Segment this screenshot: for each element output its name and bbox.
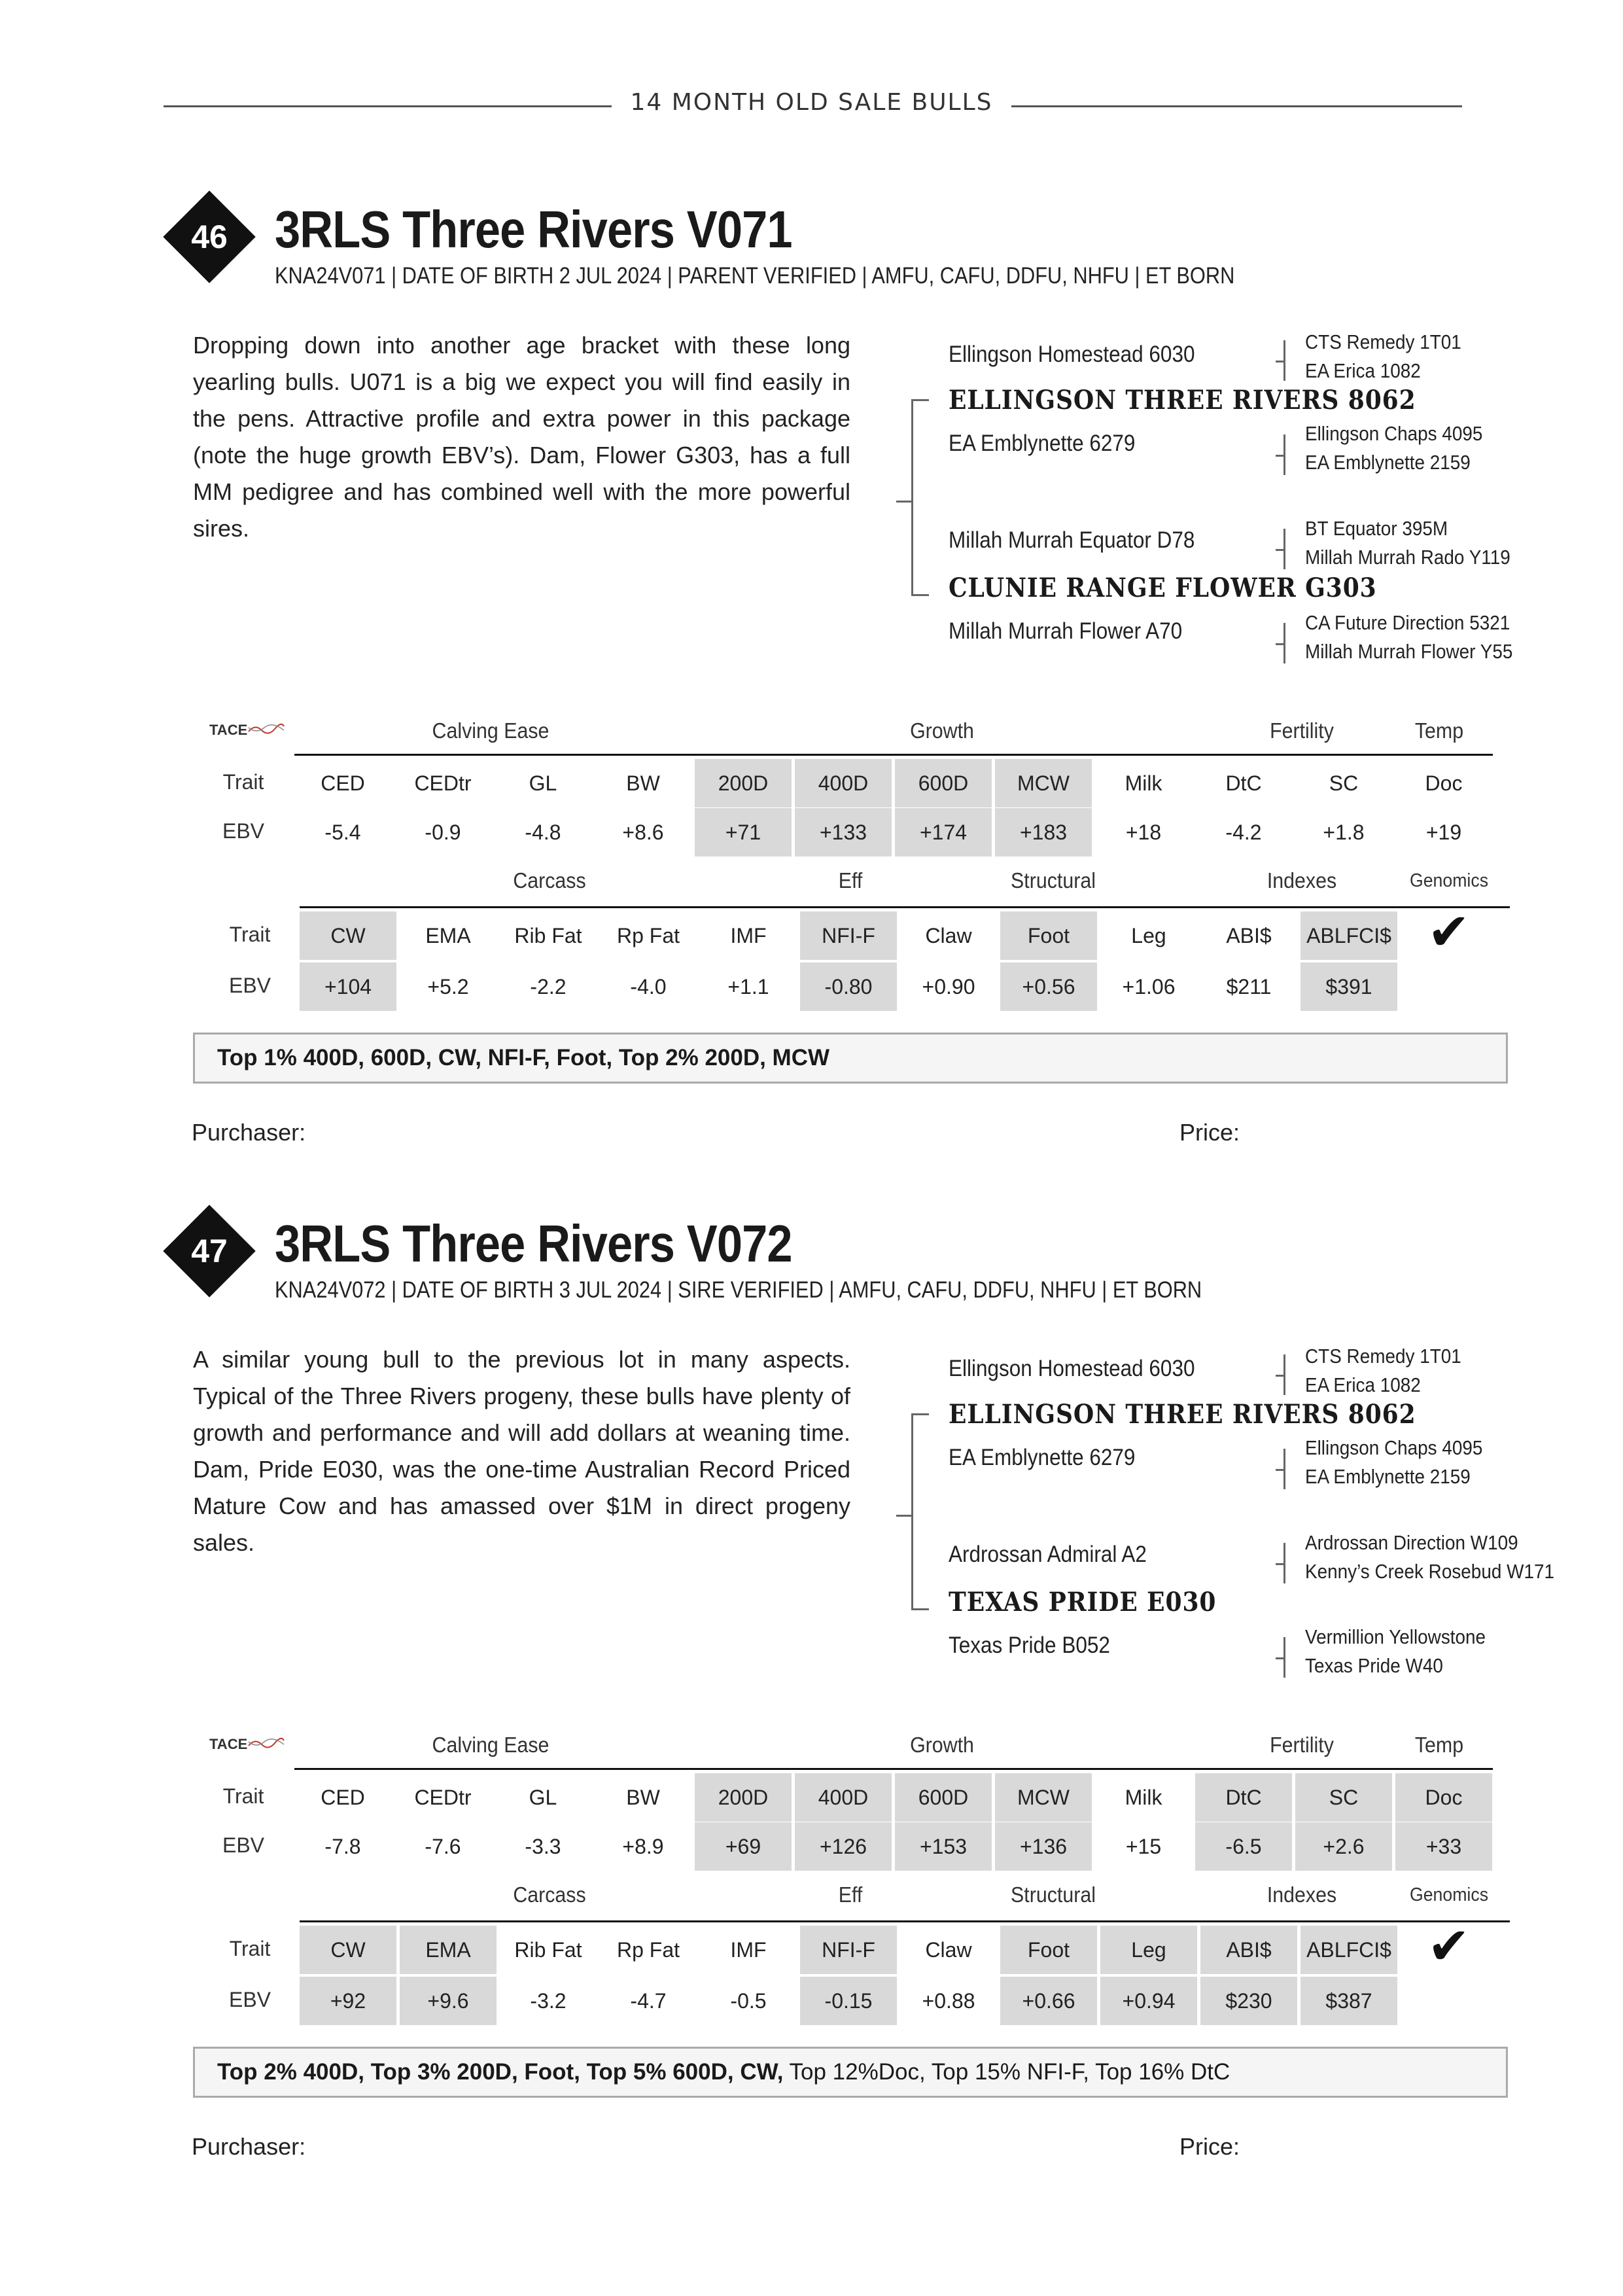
trait-header: BW bbox=[626, 1786, 660, 1809]
table1-group-header: Calving Ease bbox=[432, 1733, 550, 1757]
ebv-value: -4.0 bbox=[630, 975, 667, 998]
trait-header: 400D bbox=[795, 1773, 892, 1822]
ebv-value: +1.1 bbox=[727, 975, 769, 998]
trait-header: Leg bbox=[1131, 924, 1166, 947]
table1-trait-label: Trait bbox=[222, 1784, 264, 1808]
pedigree-connector bbox=[911, 399, 929, 401]
trait-header: ABLFCI$ bbox=[1300, 1926, 1397, 1974]
trait-header: Milk bbox=[1125, 1786, 1162, 1809]
ebv-value: +5.2 bbox=[427, 975, 469, 998]
trait-header: NFI-F bbox=[800, 1926, 897, 1974]
trait-header: 200D bbox=[695, 1773, 792, 1822]
ebv-value: +174 bbox=[895, 808, 992, 857]
trait-header: ABI$ bbox=[1226, 924, 1272, 947]
pedigree-connector bbox=[911, 1413, 913, 1610]
trait-header: GL bbox=[529, 1786, 557, 1809]
trait-header: Foot bbox=[1000, 911, 1097, 960]
trait-header: 600D bbox=[895, 759, 992, 807]
lot-description: Dropping down into another age bracket with these long yearling bulls. U071 is a big we expect you will find easily in the pens. Attractive profile and extra power in this package (note the huge growth EBV’s). Dam, Flower G303, has a full MM pedigree and has combined well with the more powerful sires. bbox=[193, 332, 850, 542]
ebv-value: -3.2 bbox=[530, 1989, 567, 2013]
trait-header: MCW bbox=[995, 1773, 1092, 1822]
trait-header: Claw bbox=[925, 1938, 972, 1962]
table2-group-header: Eff bbox=[838, 868, 863, 892]
pedigree-sire-dam-dam: EA Emblynette 2159 bbox=[1305, 1465, 1471, 1488]
trait-header: MCW bbox=[995, 759, 1092, 807]
tace-logo: TACE bbox=[209, 722, 248, 738]
pedigree-dam-sire-dam: Millah Murrah Rado Y119 bbox=[1305, 546, 1510, 569]
trait-header: CEDtr bbox=[414, 1786, 472, 1809]
ebv-value: +133 bbox=[795, 808, 892, 857]
table2-ebv-label: EBV bbox=[228, 974, 271, 997]
lot-number-badge bbox=[164, 191, 255, 283]
trait-header: 400D bbox=[795, 759, 892, 807]
pedigree-sire-sire: Ellingson Homestead 6030 bbox=[949, 342, 1195, 367]
trait-header: SC bbox=[1295, 1773, 1392, 1822]
ebv-value: -3.3 bbox=[525, 1835, 561, 1858]
trait-header: BW bbox=[626, 771, 660, 795]
pedigree-sire-dam-dam: EA Emblynette 2159 bbox=[1305, 451, 1471, 474]
pedigree-connector bbox=[1276, 1657, 1285, 1659]
ebv-value: $211 bbox=[1226, 975, 1272, 998]
table2-group-header: Indexes bbox=[1266, 868, 1337, 892]
pedigree-sire-dam-sire: Ellingson Chaps 4095 bbox=[1305, 422, 1483, 445]
lot-description: A similar young bull to the previous lot in many aspects. Typical of the Three Rivers progeny, these bulls have plenty of growth and performance and will add dollars at weaning time. Dam, Pride E030, was the one-time Australian Record Priced Mature Cow and has amassed over $1M in direct progeny sales. bbox=[193, 1346, 850, 1556]
ebv-value: -7.6 bbox=[425, 1835, 461, 1858]
pedigree-sire-sire-sire: CTS Remedy 1T01 bbox=[1305, 1345, 1461, 1368]
trait-header: Leg bbox=[1100, 1926, 1197, 1974]
trait-header: DtC bbox=[1225, 771, 1262, 795]
ebv-value: -6.5 bbox=[1195, 1822, 1292, 1871]
pedigree-connector bbox=[1276, 361, 1285, 362]
ebv-value: -2.2 bbox=[530, 975, 567, 998]
ebv-value: -4.8 bbox=[525, 821, 561, 844]
ebv-value: +18 bbox=[1125, 821, 1162, 844]
trait-header: Rib Fat bbox=[514, 924, 582, 947]
table1-ebv-label: EBV bbox=[222, 819, 265, 843]
trait-header: NFI-F bbox=[800, 911, 897, 960]
lot-number-badge bbox=[164, 1205, 255, 1297]
ebv-value: -0.80 bbox=[800, 963, 897, 1011]
lot-title: 3RLS Three Rivers V072 bbox=[275, 1214, 792, 1273]
table2-group-header: Genomics bbox=[1409, 1884, 1489, 1905]
pedigree-sire-sire-dam: EA Erica 1082 bbox=[1305, 359, 1421, 382]
ebv-value: +0.66 bbox=[1000, 1977, 1097, 2025]
pedigree-dam-dam-sire: Vermillion Yellowstone bbox=[1305, 1625, 1486, 1648]
tace-logo: TACE bbox=[209, 1736, 248, 1752]
lot-number: 46 bbox=[191, 219, 228, 255]
purchaser-label: Purchaser: bbox=[192, 1119, 306, 1146]
pedigree-dam-sire: Millah Murrah Equator D78 bbox=[949, 527, 1195, 553]
table1-group-header: Calving Ease bbox=[432, 718, 550, 743]
table1-header-rule bbox=[294, 754, 1493, 756]
pedigree-sire-sire-dam: EA Erica 1082 bbox=[1305, 1373, 1421, 1396]
trait-header: 200D bbox=[695, 759, 792, 807]
ebv-value: +69 bbox=[695, 1822, 792, 1871]
pedigree-dam-dam-sire: CA Future Direction 5321 bbox=[1305, 611, 1510, 634]
top-percent-normal: Top 12%Doc, Top 15% NFI-F, Top 16% DtC bbox=[783, 2059, 1230, 2085]
page-header-title: 14 MONTH OLD SALE BULLS bbox=[612, 89, 1011, 116]
table1-header-rule bbox=[294, 1768, 1493, 1770]
ebv-value: +33 bbox=[1395, 1822, 1492, 1871]
pedigree-sire: ELLINGSON THREE RIVERS 8062 bbox=[949, 385, 1416, 415]
trait-header: Rp Fat bbox=[616, 924, 680, 947]
pedigree-dam: CLUNIE RANGE FLOWER G303 bbox=[949, 573, 1377, 603]
pedigree-dam-sire-sire: Ardrossan Direction W109 bbox=[1305, 1531, 1518, 1554]
table2-header-rule bbox=[300, 906, 1510, 908]
pedigree-sire-dam-sire: Ellingson Chaps 4095 bbox=[1305, 1436, 1483, 1459]
tace-wave-icon bbox=[247, 722, 285, 735]
lot-section bbox=[0, 0, 1623, 1146]
ebv-value: +0.88 bbox=[922, 1989, 975, 2013]
pedigree-connector bbox=[1276, 1563, 1285, 1565]
ebv-value: -7.8 bbox=[324, 1835, 361, 1858]
table2-group-header: Structural bbox=[1011, 1882, 1096, 1907]
table2-group-header: Structural bbox=[1011, 868, 1096, 892]
lot-details: KNA24V072 | DATE OF BIRTH 3 JUL 2024 | SIRE VERIFIED | AMFU, CAFU, DDFU, NHFU | ET BORN bbox=[275, 1277, 1202, 1303]
ebv-value: +71 bbox=[695, 808, 792, 857]
ebv-value: -5.4 bbox=[324, 821, 361, 844]
pedigree-connector bbox=[1276, 1375, 1285, 1377]
top-percent-bold: Top 1% 400D, 600D, CW, NFI-F, Foot, Top 2% 200D, MCW bbox=[217, 1045, 830, 1070]
table2-group-header: Carcass bbox=[513, 868, 586, 892]
pedigree-connector bbox=[1276, 1469, 1285, 1471]
lot-title: 3RLS Three Rivers V071 bbox=[275, 200, 792, 258]
table1-group-header: Growth bbox=[910, 1733, 974, 1757]
trait-header: CED bbox=[321, 1786, 365, 1809]
pedigree-connector bbox=[911, 399, 913, 595]
trait-header: Foot bbox=[1000, 1926, 1097, 1974]
ebv-value: +15 bbox=[1125, 1835, 1162, 1858]
table1-group-header: Growth bbox=[910, 718, 974, 743]
pedigree-connector bbox=[911, 1608, 929, 1610]
table1-ebv-label: EBV bbox=[222, 1833, 265, 1857]
ebv-value: -4.7 bbox=[630, 1989, 667, 2013]
ebv-value: -4.2 bbox=[1225, 821, 1262, 844]
pedigree-connector bbox=[1276, 643, 1285, 645]
pedigree-dam-dam: Millah Murrah Flower A70 bbox=[949, 618, 1183, 644]
table1-group-header: Temp bbox=[1414, 1733, 1464, 1757]
pedigree-connector bbox=[896, 501, 913, 503]
trait-header: EMA bbox=[425, 924, 471, 947]
pedigree-dam-dam-dam: Millah Murrah Flower Y55 bbox=[1305, 640, 1513, 663]
table2-group-header: Carcass bbox=[513, 1882, 586, 1907]
pedigree-connector bbox=[896, 1515, 913, 1517]
table2-header-rule bbox=[300, 1920, 1510, 1922]
ebv-value: +9.6 bbox=[400, 1977, 497, 2025]
ebv-value: +126 bbox=[795, 1822, 892, 1871]
pedigree-sire-dam: EA Emblynette 6279 bbox=[949, 431, 1136, 456]
trait-header: Claw bbox=[925, 924, 972, 947]
table2-ebv-label: EBV bbox=[228, 1988, 271, 2011]
pedigree-connector bbox=[911, 594, 929, 596]
trait-header: Doc bbox=[1425, 771, 1463, 795]
lot-details: KNA24V071 | DATE OF BIRTH 2 JUL 2024 | PARENT VERIFIED | AMFU, CAFU, DDFU, NHFU | ET BORN bbox=[275, 263, 1235, 289]
pedigree-dam: TEXAS PRIDE E030 bbox=[949, 1587, 1217, 1617]
ebv-value: +183 bbox=[995, 808, 1092, 857]
purchaser-label: Purchaser: bbox=[192, 2133, 306, 2160]
trait-header: Milk bbox=[1125, 771, 1162, 795]
trait-header: Rib Fat bbox=[514, 1938, 582, 1962]
ebv-value: -0.5 bbox=[730, 1989, 767, 2013]
trait-header: SC bbox=[1329, 771, 1359, 795]
trait-header: EMA bbox=[400, 1926, 497, 1974]
trait-header: CEDtr bbox=[414, 771, 472, 795]
ebv-value: $230 bbox=[1200, 1977, 1297, 2025]
ebv-value: +8.6 bbox=[622, 821, 664, 844]
ebv-value: +136 bbox=[995, 1822, 1092, 1871]
table2-trait-label: Trait bbox=[229, 923, 271, 946]
ebv-value: +1.8 bbox=[1323, 821, 1365, 844]
pedigree-sire-dam: EA Emblynette 6279 bbox=[949, 1445, 1136, 1470]
ebv-value: +92 bbox=[300, 1977, 396, 2025]
pedigree-sire-sire-sire: CTS Remedy 1T01 bbox=[1305, 330, 1461, 353]
top-percent-box bbox=[193, 2047, 1508, 2098]
genomics-check-icon: ✔ bbox=[1427, 903, 1471, 961]
trait-header: 600D bbox=[895, 1773, 992, 1822]
ebv-value: +2.6 bbox=[1295, 1822, 1392, 1871]
trait-header: CW bbox=[300, 1926, 396, 1974]
trait-header: IMF bbox=[730, 1938, 767, 1962]
ebv-value: -0.9 bbox=[425, 821, 461, 844]
pedigree-dam-dam: Texas Pride B052 bbox=[949, 1633, 1110, 1658]
table2-group-header: Genomics bbox=[1409, 870, 1489, 891]
trait-header: Rp Fat bbox=[616, 1938, 680, 1962]
ebv-value: +104 bbox=[300, 963, 396, 1011]
table1-group-header: Fertility bbox=[1270, 718, 1334, 743]
pedigree-dam-sire-dam: Kenny’s Creek Rosebud W171 bbox=[1305, 1560, 1555, 1583]
trait-header: DtC bbox=[1195, 1773, 1292, 1822]
table2-group-header: Eff bbox=[838, 1882, 863, 1907]
trait-header: ABI$ bbox=[1200, 1926, 1297, 1974]
pedigree-connector bbox=[1276, 455, 1285, 457]
genomics-check-icon: ✔ bbox=[1427, 1917, 1471, 1975]
ebv-value: +8.9 bbox=[622, 1835, 664, 1858]
trait-header: IMF bbox=[730, 924, 767, 947]
ebv-value: $391 bbox=[1300, 963, 1397, 1011]
trait-header: Doc bbox=[1395, 1773, 1492, 1822]
trait-header: GL bbox=[529, 771, 557, 795]
trait-header: CED bbox=[321, 771, 365, 795]
tace-wave-icon bbox=[247, 1737, 285, 1750]
ebv-value: +19 bbox=[1425, 821, 1462, 844]
table2-group-header: Indexes bbox=[1266, 1882, 1337, 1907]
pedigree-sire: ELLINGSON THREE RIVERS 8062 bbox=[949, 1399, 1416, 1430]
pedigree-dam-dam-dam: Texas Pride W40 bbox=[1305, 1654, 1443, 1677]
pedigree-sire-sire: Ellingson Homestead 6030 bbox=[949, 1356, 1195, 1381]
pedigree-connector bbox=[911, 1413, 929, 1415]
trait-header: CW bbox=[300, 911, 396, 960]
table1-group-header: Temp bbox=[1414, 718, 1464, 743]
ebv-value: $387 bbox=[1300, 1977, 1397, 2025]
ebv-value: +153 bbox=[895, 1822, 992, 1871]
ebv-value: +0.94 bbox=[1100, 1977, 1197, 2025]
ebv-value: +0.90 bbox=[922, 975, 975, 998]
price-label: Price: bbox=[1179, 1119, 1240, 1146]
pedigree-connector bbox=[1276, 549, 1285, 551]
top-percent-bold: Top 2% 400D, Top 3% 200D, Foot, Top 5% 600D, CW, bbox=[217, 2059, 784, 2085]
ebv-value: +0.56 bbox=[1000, 963, 1097, 1011]
table2-trait-label: Trait bbox=[229, 1937, 271, 1960]
ebv-value: +1.06 bbox=[1122, 975, 1176, 998]
lot-number: 47 bbox=[191, 1233, 228, 1269]
lot-section bbox=[0, 1014, 1623, 2160]
ebv-value: -0.15 bbox=[800, 1977, 897, 2025]
pedigree-dam-sire: Ardrossan Admiral A2 bbox=[949, 1542, 1147, 1567]
pedigree-dam-sire-sire: BT Equator 395M bbox=[1305, 517, 1448, 540]
table1-group-header: Fertility bbox=[1270, 1733, 1334, 1757]
price-label: Price: bbox=[1179, 2133, 1240, 2160]
table1-trait-label: Trait bbox=[222, 770, 264, 794]
trait-header: ABLFCI$ bbox=[1300, 911, 1397, 960]
